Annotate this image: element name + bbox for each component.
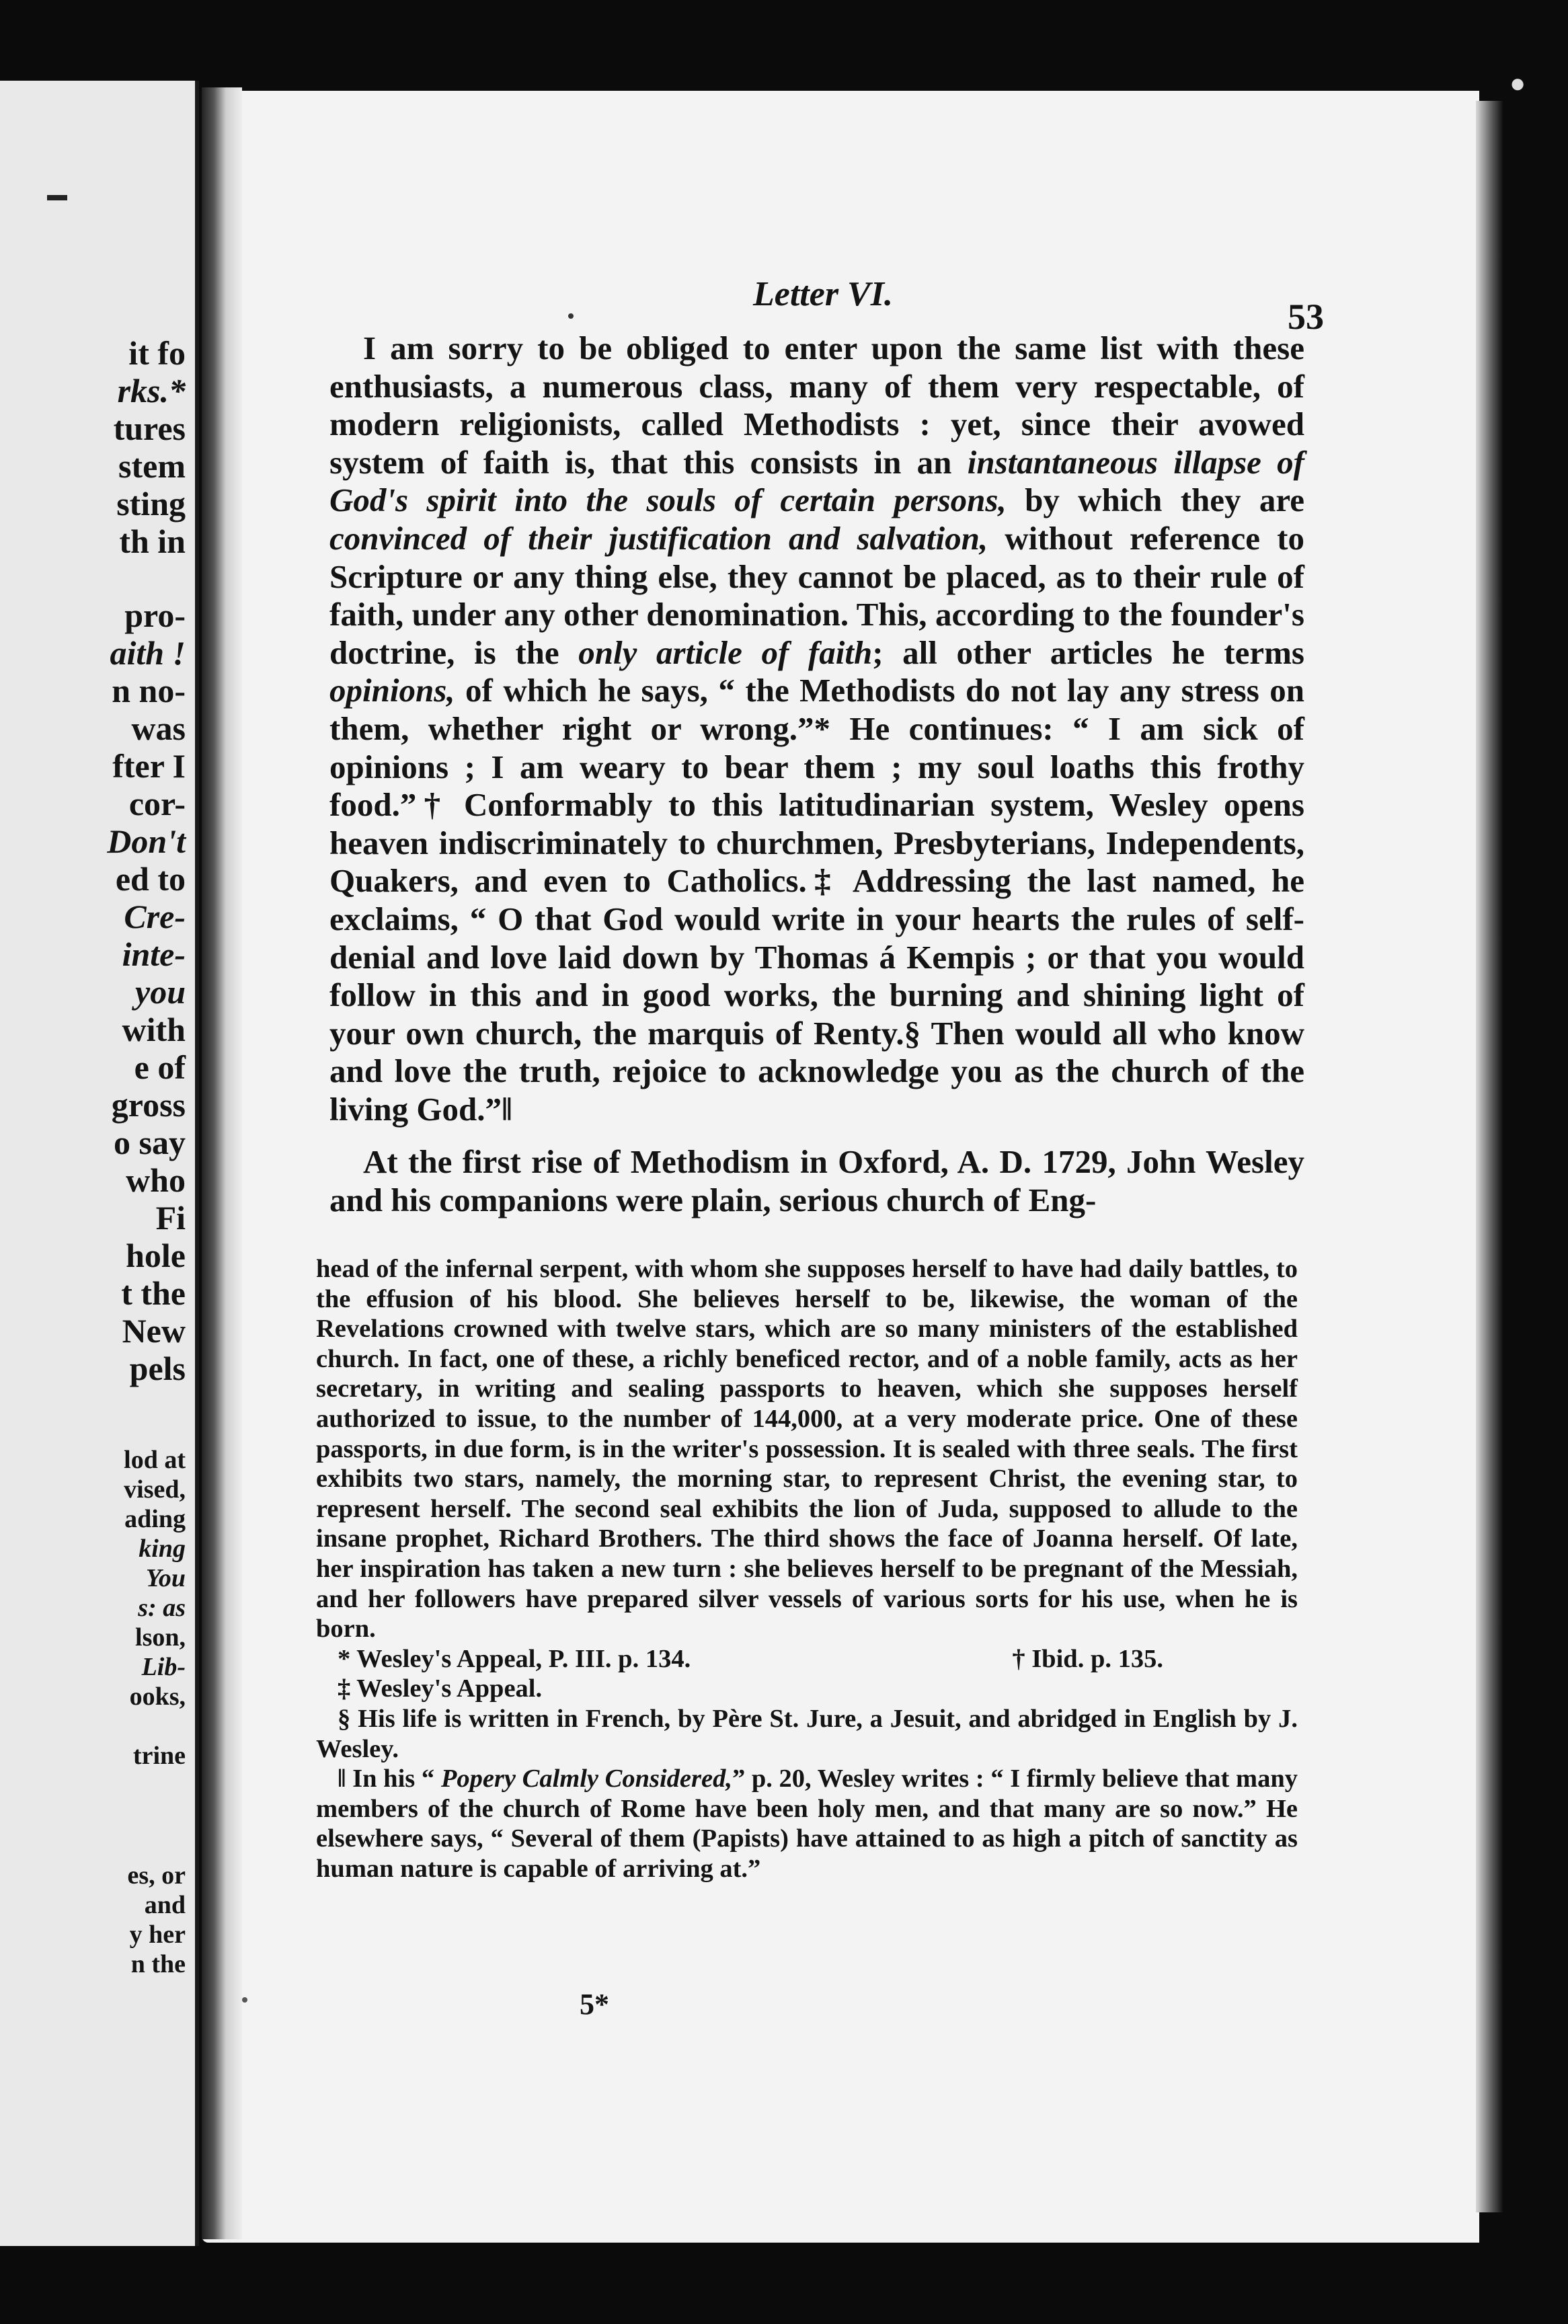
footnote-row <box>316 1644 1298 1674</box>
left-page-text-fragment: sting <box>116 485 186 522</box>
footnote-dagger: † Ibid. p. 135. <box>1012 1644 1163 1673</box>
left-page-text-fragment: rks.* <box>117 372 186 410</box>
running-head: Letter VI. <box>753 275 893 313</box>
left-page-text-fragment: y her <box>129 1921 186 1949</box>
italic-phrase: opinions, <box>329 672 455 709</box>
left-page-text-fragment: it fo <box>128 334 186 372</box>
left-page-text-fragment: You <box>145 1564 186 1592</box>
footnote-star: * Wesley's Appeal, P. III. p. 134. <box>338 1644 691 1673</box>
left-page-text-fragment: th in <box>119 522 186 560</box>
left-page-text-fragment: who <box>126 1161 186 1199</box>
left-page-text-fragment: you <box>135 973 186 1011</box>
paragraph-oxford: At the first rise of Methodism in Oxford, A. D. 1729, John Wesley and his companions were plain, serious church of Eng- <box>329 1143 1304 1219</box>
previous-page-fragment <box>0 81 199 2246</box>
left-page-text-fragment: stem <box>118 447 186 485</box>
footnote-double-dagger: ‡ Wesley's Appeal. <box>338 1674 543 1703</box>
italic-phrase: convinced of their justification and salvation, <box>329 519 988 557</box>
left-page-text-fragment: e of <box>134 1048 186 1086</box>
left-page-text-fragment: cor- <box>128 785 186 822</box>
main-text <box>329 330 1304 1220</box>
left-page-text-fragment: s: as <box>138 1594 186 1622</box>
left-page-text-fragment: ed to <box>115 860 186 898</box>
footnote-continued: head of the infernal serpent, with whom she supposes herself to have had daily battles, to the effusion of his blood. She believes herself to be, likewise, the woman of the Revelations crowned with twelve stars, which are so many ministers of the established church. In fact, one of these, a richly beneficed rector, and of a noble family, acts as her secretary, in writing and sealing passports to heaven, which she supposes herself authorized to issue, to the number of 144,000, at a very moderate price. One of these passports, in due form, is in the writer's possession. It is sealed with three seals. The first exhibits two stars, namely, the morning star, to represent Christ, the evening star, to represent herself. The second seal exhibits the lion of Juda, supposed to allude to the insane prophet, Richard Brothers. The third shows the face of Joanna herself. Of late, her inspiration has taken a new turn : she believes herself to be pregnant of the Messiah, and her followers have prepared silver vessels of various sorts for his use, when he is born. <box>316 1255 1298 1643</box>
footnote-section: § His life is written in French, by Père St. Jure, a Jesuit, and abridged in English by J. Wesley. <box>316 1704 1298 1763</box>
left-page-text-fragment: was <box>131 709 186 747</box>
left-page-text-fragment: ooks, <box>129 1682 186 1711</box>
left-page-text-fragment: n the <box>130 1950 186 1978</box>
left-page-text-fragment: Lib- <box>141 1653 186 1681</box>
book-gutter <box>202 87 242 2239</box>
left-page-text-fragment: tures <box>113 410 186 447</box>
left-page-text-fragment: gross <box>111 1086 186 1124</box>
left-page-text-fragment: vised, <box>124 1475 186 1504</box>
left-page-text-fragment: Cre- <box>124 898 186 935</box>
left-page-text-fragment: trine <box>132 1742 186 1770</box>
left-page-text-fragment: Fi <box>155 1199 186 1237</box>
left-page-text-fragment: hole <box>126 1237 186 1274</box>
running-head-dot <box>568 313 574 319</box>
left-page-text-fragment: lod at <box>124 1446 186 1474</box>
italic-phrase: only article of faith <box>578 633 873 671</box>
left-page-text-fragment: aith ! <box>110 634 186 672</box>
left-page-text-fragment: t the <box>121 1274 186 1312</box>
book-title: Popery Calmly Considered, <box>440 1765 732 1793</box>
page-edge-shadow <box>1476 101 1503 2212</box>
left-page-text-fragment: New <box>122 1312 186 1350</box>
left-page-text-fragment: inte- <box>122 935 186 973</box>
italic-phrase: instantaneous illapse of God's spirit into the souls of certain persons, <box>329 443 1304 519</box>
foot-dot <box>242 1997 247 2003</box>
left-page-text-fragment: lson, <box>135 1623 186 1652</box>
footnote-parallel: ‖ In his “ Popery Calmly Considered,” p. 20, Wesley writes : “ I firmly believe that many members of the church of Rome have been holy men, and that many are so now.” He elsewhere says, “ Several of them (Papists) have attained to as high a pitch of sanctity as human nature is capable of arriving at.” <box>316 1765 1298 1883</box>
signature-mark: 5* <box>580 1988 609 2021</box>
paragraph-methodists: I am sorry to be obliged to enter upon the same list with these enthusiasts, a numerous class, many of them very respectable, of modern religionists, called Methodists : yet, since their avowed system of faith is, that this consists in an instantaneous illapse of God's spirit into the souls of certain persons, by which they are convinced of their justification and salvation, without reference to Scripture or any thing else, they cannot be placed, as to their rule of faith, under any other denomination. This, according to the founder's doctrine, is the only article of faith; all other articles he terms opinions, of which he says, “ the Methodists do not lay any stress on them, whether right or wrong.”* He continues: “ I am sick of opinions ; I am weary to bear them ; my soul loaths this frothy food.”† Conformably to this latitudinarian system, Wesley opens heaven indiscriminately to churchmen, Presbyterians, Independents, Quakers, and even to Catholics.‡ Addressing the last named, he exclaims, “ O that God would write in your hearts the rules of self-denial and love laid down by Thomas á Kempis ; or that you would follow in this and in good works, the burning and shining light of your own church, the marquis of Renty.§ Then would all who know and love the truth, rejoice to acknowledge you as the church of the living God.”‖ <box>329 330 1305 1128</box>
left-page-dash <box>47 195 67 200</box>
left-page-text-fragment: fter I <box>112 747 186 785</box>
left-page-text-fragment: ading <box>124 1505 186 1533</box>
left-page-text-fragment: Don't <box>107 822 186 860</box>
left-page-text-fragment: king <box>139 1535 186 1563</box>
left-page-text-fragment: and <box>144 1891 186 1919</box>
left-page-text-fragment: n no- <box>112 672 186 709</box>
corner-blot: ● <box>1510 68 1526 98</box>
left-page-text-fragment: pro- <box>124 596 186 634</box>
left-page-text-fragment: o say <box>114 1124 186 1161</box>
page-number: 53 <box>1288 297 1324 337</box>
left-page-text-fragment: pels <box>129 1350 186 1387</box>
left-page-text-fragment: es, or <box>127 1861 186 1890</box>
left-page-text-fragment: with <box>122 1011 186 1048</box>
footnotes <box>316 1254 1298 1884</box>
